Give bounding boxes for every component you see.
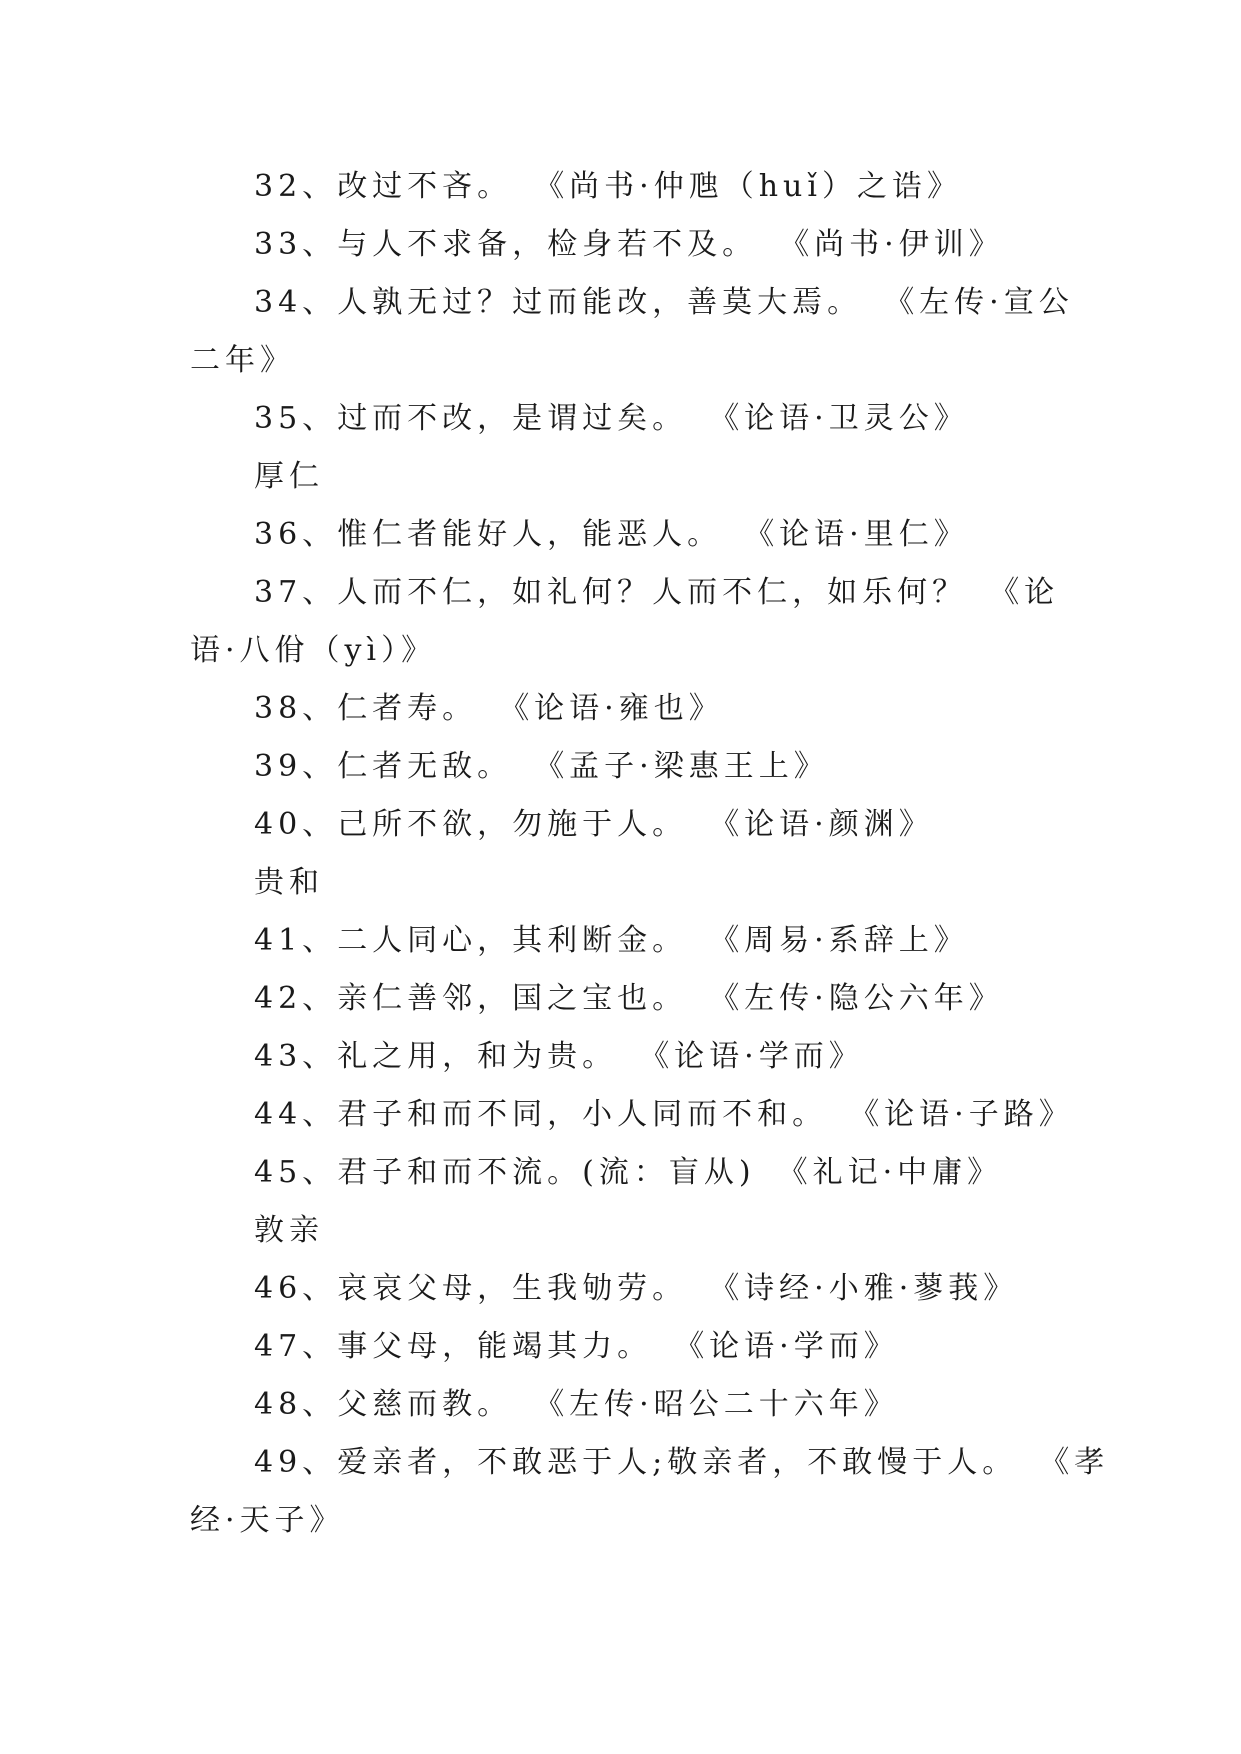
quote-source: 《左传·昭公二十六年》 <box>534 1387 899 1422</box>
quote-text: 惟仁者能好人，能恶人。 <box>337 517 723 552</box>
section-heading: 敦亲 <box>254 1213 324 1248</box>
quote-source-continuation: 语·八佾（yì）》 <box>190 633 437 668</box>
quote-number: 32、 <box>254 169 338 204</box>
quote-text: 仁者寿。 <box>337 691 478 726</box>
quote-source: 《论语·子路》 <box>849 1097 1074 1132</box>
quote-number: 38、 <box>254 691 338 726</box>
quote-source: 《论语·学而》 <box>674 1329 899 1364</box>
quote-text: 过而不改，是谓过矣。 <box>337 401 688 436</box>
quote-source: 《论语·学而》 <box>639 1039 864 1074</box>
section-heading-guihe <box>190 854 1050 912</box>
quote-number: 37、 <box>254 575 338 610</box>
quote-number: 44、 <box>254 1097 338 1132</box>
quote-35 <box>190 390 1050 448</box>
quote-48 <box>190 1376 1050 1434</box>
quote-text: 人而不仁，如礼何？人而不仁，如乐何？ <box>337 575 968 610</box>
quote-number: 43、 <box>254 1039 338 1074</box>
quote-33 <box>190 216 1050 274</box>
quote-source: 《孟子·梁惠王上》 <box>534 749 829 784</box>
quote-text: 哀哀父母，生我劬劳。 <box>337 1271 688 1306</box>
quote-source: 《左传·宣公 <box>884 285 1074 320</box>
quote-source: 《论语·卫灵公》 <box>709 401 969 436</box>
quote-list <box>190 158 1110 1550</box>
quote-number: 49、 <box>254 1445 338 1480</box>
quote-text: 亲仁善邻，国之宝也。 <box>337 981 688 1016</box>
quote-number: 33、 <box>254 227 338 262</box>
quote-source: 《论语·里仁》 <box>744 517 969 552</box>
quote-42 <box>190 970 1050 1028</box>
quote-34 <box>190 274 1074 332</box>
section-heading-houren <box>190 448 1050 506</box>
quote-source-continuation: 二年》 <box>190 343 295 378</box>
quote-32 <box>190 158 1050 216</box>
quote-text: 己所不欲，勿施于人。 <box>337 807 688 842</box>
quote-source: 《孝 <box>1039 1445 1110 1480</box>
quote-number: 36、 <box>254 517 338 552</box>
quote-text: 改过不吝。 <box>337 169 513 204</box>
quote-source: 《论语·雍也》 <box>499 691 724 726</box>
quote-39 <box>190 738 1050 796</box>
quote-source: 《周易·系辞上》 <box>709 923 969 958</box>
quote-number: 34、 <box>254 285 338 320</box>
quote-36 <box>190 506 1050 564</box>
quote-number: 48、 <box>254 1387 338 1422</box>
quote-source: 《尚书·仲虺（huǐ）之诰》 <box>534 169 962 204</box>
quote-text: 事父母，能竭其力。 <box>337 1329 653 1364</box>
quote-source: 《论 <box>989 575 1060 610</box>
quote-44 <box>190 1086 1074 1144</box>
quote-number: 45、 <box>254 1155 338 1190</box>
quote-number: 41、 <box>254 923 338 958</box>
quote-source-continuation: 经·天子》 <box>190 1503 345 1538</box>
quote-37-continuation <box>190 622 1050 680</box>
quote-49-continuation <box>190 1492 1050 1550</box>
quote-number: 35、 <box>254 401 338 436</box>
quote-number: 46、 <box>254 1271 338 1306</box>
quote-number: 42、 <box>254 981 338 1016</box>
quote-text: 君子和而不流。(流：盲从) <box>337 1155 756 1190</box>
quote-46 <box>190 1260 1050 1318</box>
quote-source: 《尚书·伊训》 <box>779 227 1004 262</box>
section-heading-dunqin <box>190 1202 1050 1260</box>
quote-49 <box>190 1434 1110 1492</box>
quote-text: 礼之用，和为贵。 <box>337 1039 618 1074</box>
quote-source: 《左传·隐公六年》 <box>709 981 1004 1016</box>
quote-40 <box>190 796 1050 854</box>
quote-number: 47、 <box>254 1329 338 1364</box>
quote-source: 《礼记·中庸》 <box>777 1155 1003 1190</box>
quote-number: 39、 <box>254 749 338 784</box>
quote-text: 君子和而不同，小人同而不和。 <box>337 1097 828 1132</box>
quote-47 <box>190 1318 1050 1376</box>
section-heading: 贵和 <box>254 865 324 900</box>
quote-number: 40、 <box>254 807 338 842</box>
quote-37 <box>190 564 1060 622</box>
quote-source: 《诗经·小雅·蓼莪》 <box>709 1271 1019 1306</box>
quote-45 <box>190 1144 1050 1202</box>
quote-38 <box>190 680 1050 738</box>
quote-41 <box>190 912 1050 970</box>
quote-text: 爱亲者，不敢恶于人;敬亲者，不敢慢于人。 <box>337 1445 1018 1480</box>
quote-text: 仁者无敌。 <box>337 749 513 784</box>
section-heading: 厚仁 <box>254 459 324 494</box>
quote-text: 人孰无过？过而能改，善莫大焉。 <box>337 285 863 320</box>
quote-43 <box>190 1028 1050 1086</box>
quote-source: 《论语·颜渊》 <box>709 807 934 842</box>
quote-text: 父慈而教。 <box>337 1387 513 1422</box>
quote-text: 二人同心，其利断金。 <box>337 923 688 958</box>
quote-34-continuation <box>190 332 1050 390</box>
quote-text: 与人不求备，检身若不及。 <box>337 227 758 262</box>
